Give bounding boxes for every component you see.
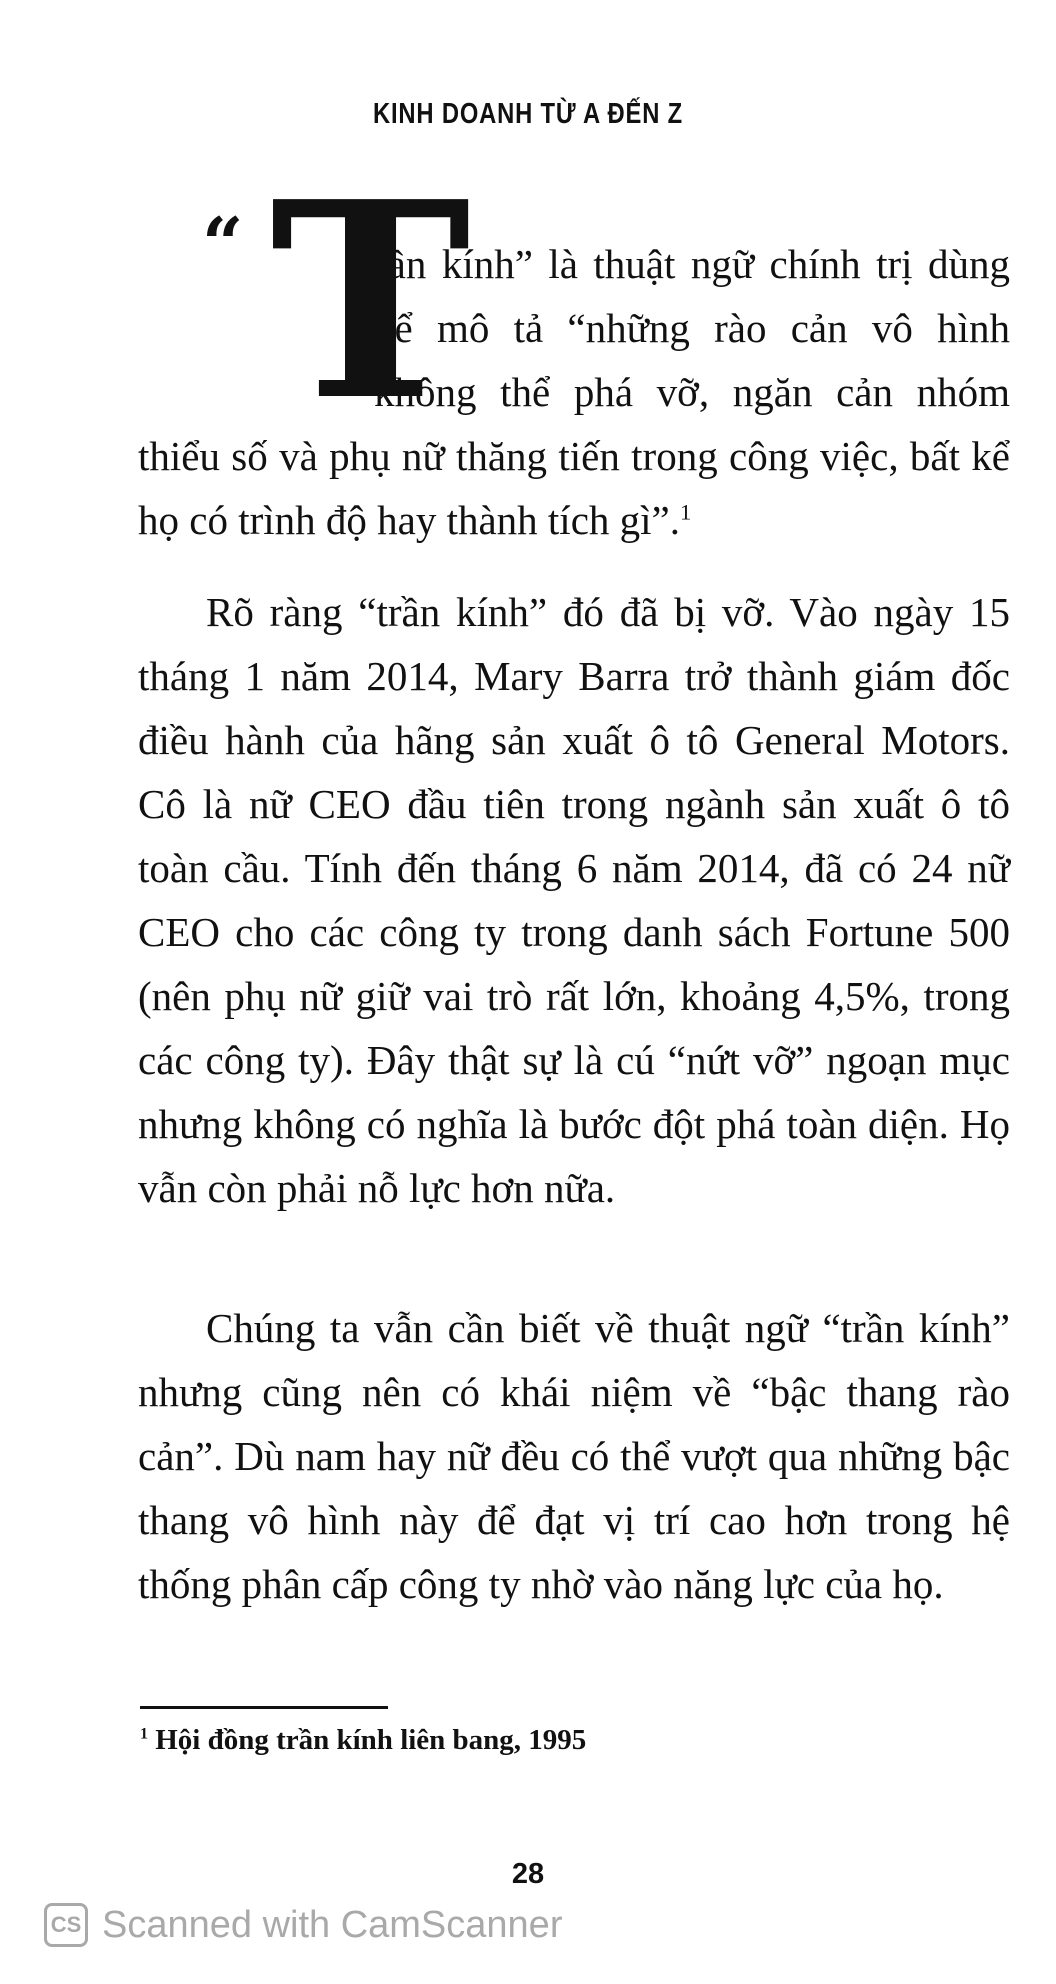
paragraph-1 [138, 142, 1010, 552]
paragraph-3-text: Chúng ta vẫn cần biết về thuật ngữ “trần kính” nhưng cũng nên có khái niệm về “bậc thang rào cản”. Dù nam hay nữ đều có thể vượt qua những bậc thang vô hình này để đạt vị trí cao hơn trong hệ thống phân cấp công ty nhờ vào năng lực của họ. [138, 1305, 1010, 1607]
camscanner-logo-icon: CS [44, 1903, 88, 1947]
running-header: KINH DOANH TỪ A ĐẾN Z [373, 98, 683, 130]
footnote-divider [140, 1706, 388, 1709]
footnote-reference: 1 [680, 499, 692, 525]
footnote-marker: 1 [140, 1725, 148, 1743]
dropcap-block [138, 142, 471, 460]
page-number: 28 [511, 1858, 545, 1890]
dropcap-letter: T [270, 142, 471, 460]
paragraph-3 [138, 1296, 1010, 1616]
paragraph-2 [138, 580, 1010, 1220]
camscanner-watermark [44, 1900, 562, 1950]
footnote [140, 1720, 940, 1760]
open-quote-mark: “ [202, 201, 244, 286]
watermark-text: Scanned with CamScanner [102, 1903, 563, 1946]
paragraph-1-text: rần kính” là thuật ngữ chính trị dùng để mô tả “những rào cản vô hình không thể phá vỡ, ngăn cản nhóm thiểu số và phụ nữ thăng tiến trong công việc, bất kể họ có trình độ hay thành tích gì”. [138, 241, 1010, 543]
paragraph-2-text: Rõ ràng “trần kính” đó đã bị vỡ. Vào ngày 15 tháng 1 năm 2014, Mary Barra trở thành giám đốc điều hành của hãng sản xuất ô tô General Motors. Cô là nữ CEO đầu tiên trong ngành sản xuất ô tô toàn cầu. Tính đến tháng 6 năm 2014, đã có 24 nữ CEO cho các công ty trong danh sách Fortune 500 (nên phụ nữ giữ vai trò rất lớn, khoảng 4,5%, trong các công ty). Đây thật sự là cú “nứt vỡ” ngoạn mục nhưng không có nghĩa là bước đột phá toàn diện. Họ vẫn còn phải nỗ lực hơn nữa. [138, 589, 1010, 1211]
footnote-text: Hội đồng trần kính liên bang, 1995 [155, 1724, 587, 1756]
